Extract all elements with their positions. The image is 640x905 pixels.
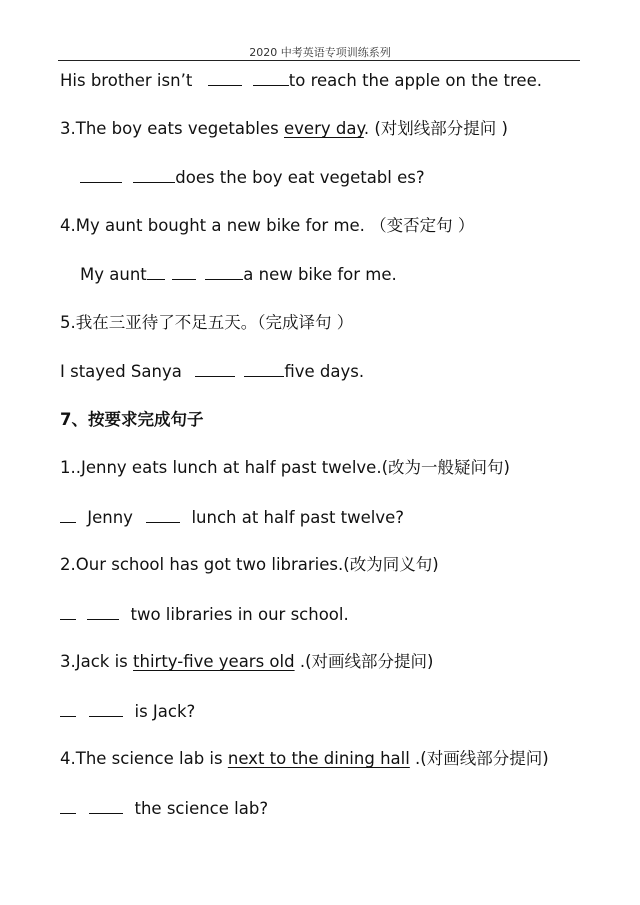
page-header: 2020 中考英语专项训练系列 [249,46,391,59]
answer-blank [195,360,235,377]
exercise-item-5: 5.我在三亚待了不足五天。（完成译句 ） [60,313,354,332]
answer-blank [133,166,175,183]
sentence-text: Jenny [87,508,133,527]
exercise-item-1: 1..Jenny eats lunch at half past twelve.(改为一般疑问句) [60,458,510,477]
answer-blank [146,506,180,523]
answer-line-3 [80,166,425,189]
instruction-text: .(对画线部分提问) [409,749,549,768]
answer-line-4b [60,797,268,820]
exercise-item-2: 2.Our school has got two libraries.(改为同义句) [60,555,439,574]
sentence-text: is Jack? [134,702,196,721]
sentence-text: 4.The science lab is [60,749,228,768]
sentence-text: 3.The boy eats vegetables [60,119,284,138]
sentence-text: five days. [284,362,365,381]
instruction-text: .(对画线部分提问) [294,652,434,671]
answer-line-5 [60,360,364,383]
answer-blank [147,263,165,280]
answer-blank [89,700,123,717]
answer-blank [60,797,76,814]
header-rule [58,60,580,61]
answer-line-2 [60,603,349,626]
answer-blank [244,360,284,377]
sentence-text: does the boy eat vegetabl es? [175,168,425,187]
answer-line-1 [60,506,404,529]
underlined-phrase: every day [284,119,364,138]
answer-blank [60,506,76,523]
underlined-phrase: next to the dining hall [227,749,410,768]
answer-blank [253,69,289,86]
answer-blank [89,797,123,814]
sentence-text: lunch at half past twelve? [191,508,405,527]
sentence-text: His brother isn’t [60,71,193,90]
exercise-item-4b [60,748,549,770]
sentence-text: 3.Jack is [60,652,134,671]
sentence-text: to reach the apple on the tree. [288,71,542,90]
instruction-text: . (对划线部分提问 ) [363,119,508,138]
sentence-text: the science lab? [134,799,269,818]
answer-blank [208,69,242,86]
answer-line-3b [60,700,195,723]
sentence-text: a new bike for me. [243,265,397,284]
answer-line-4 [80,263,397,286]
exercise-item-3b [60,651,433,673]
exercise-item-3 [60,118,508,140]
exercise-item-4: 4.My aunt bought a new bike for me. （变否定句 ） [60,216,475,235]
answer-blank [172,263,196,280]
sentence-text: I stayed Sanya [60,362,182,381]
answer-blank [205,263,243,280]
underlined-phrase: thirty-five years old [133,652,295,671]
sentence-text: two libraries in our school. [130,605,349,624]
exercise-line-1 [60,69,542,92]
answer-blank [60,603,76,620]
sentence-text: My aunt [80,265,147,284]
answer-blank [80,166,122,183]
answer-blank [60,700,76,717]
answer-blank [87,603,119,620]
section-heading: 7、按要求完成句子 [60,410,204,429]
